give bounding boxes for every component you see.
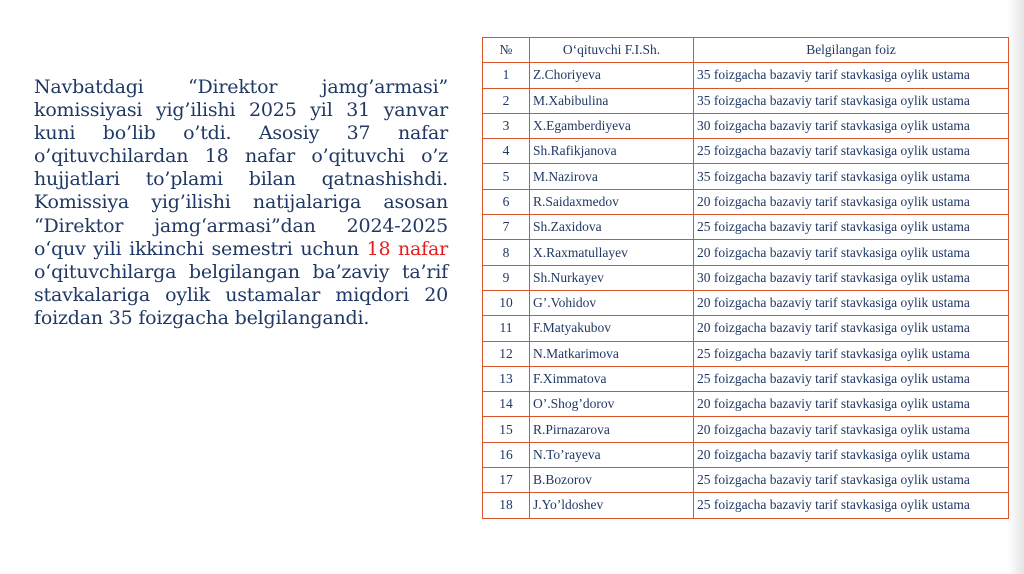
assigned-rate: 30 foizgacha bazaviy tarif stavkasiga oylik ustama xyxy=(694,265,1009,290)
assigned-rate: 20 foizgacha bazaviy tarif stavkasiga oylik ustama xyxy=(694,316,1009,341)
assigned-rate: 25 foizgacha bazaviy tarif stavkasiga oylik ustama xyxy=(694,139,1009,164)
highlighted-count: 18 nafar xyxy=(366,237,448,260)
teacher-name: Sh.Nurkayev xyxy=(530,265,694,290)
teacher-name: M.Xabibulina xyxy=(530,88,694,113)
header-assigned-percent: Belgilangan foiz xyxy=(694,38,1009,63)
assigned-rate: 20 foizgacha bazaviy tarif stavkasiga oylik ustama xyxy=(694,189,1009,214)
row-number: 5 xyxy=(483,164,530,189)
table-body xyxy=(483,63,1009,518)
assigned-rate: 25 foizgacha bazaviy tarif stavkasiga oylik ustama xyxy=(694,341,1009,366)
table-row xyxy=(483,215,1009,240)
assigned-rate: 25 foizgacha bazaviy tarif stavkasiga oylik ustama xyxy=(694,493,1009,518)
row-number: 16 xyxy=(483,442,530,467)
row-number: 17 xyxy=(483,468,530,493)
row-number: 1 xyxy=(483,63,530,88)
table-row xyxy=(483,316,1009,341)
table-row xyxy=(483,113,1009,138)
table-header-row xyxy=(483,38,1009,63)
table-row xyxy=(483,88,1009,113)
row-number: 2 xyxy=(483,88,530,113)
row-number: 14 xyxy=(483,392,530,417)
assigned-rate: 35 foizgacha bazaviy tarif stavkasiga oylik ustama xyxy=(694,164,1009,189)
teacher-name: N.Matkarimova xyxy=(530,341,694,366)
row-number: 12 xyxy=(483,341,530,366)
assigned-rate: 25 foizgacha bazaviy tarif stavkasiga oylik ustama xyxy=(694,468,1009,493)
table-row xyxy=(483,468,1009,493)
table-row xyxy=(483,493,1009,518)
table-row xyxy=(483,265,1009,290)
teachers-table xyxy=(482,37,1009,519)
teacher-name: B.Bozorov xyxy=(530,468,694,493)
row-number: 11 xyxy=(483,316,530,341)
row-number: 8 xyxy=(483,240,530,265)
row-number: 6 xyxy=(483,189,530,214)
table-row xyxy=(483,366,1009,391)
assigned-rate: 20 foizgacha bazaviy tarif stavkasiga oylik ustama xyxy=(694,417,1009,442)
table-row xyxy=(483,442,1009,467)
row-number: 10 xyxy=(483,290,530,315)
row-number: 7 xyxy=(483,215,530,240)
teacher-name: Sh.Rafikjanova xyxy=(530,139,694,164)
row-number: 3 xyxy=(483,113,530,138)
assigned-rate: 30 foizgacha bazaviy tarif stavkasiga oylik ustama xyxy=(694,113,1009,138)
slide-edge-shadow xyxy=(1008,0,1024,574)
teacher-name: Z.Choriyeva xyxy=(530,63,694,88)
paragraph-text-end: o‘qituvchilarga belgilangan ba’zaviy ta’rif stavkalariga oylik ustamalar miqdori 20 foizdan 35 foizgacha belgilangandi. xyxy=(34,260,448,329)
table-row xyxy=(483,189,1009,214)
teacher-name: R.Pirnazarova xyxy=(530,417,694,442)
row-number: 18 xyxy=(483,493,530,518)
assigned-rate: 25 foizgacha bazaviy tarif stavkasiga oylik ustama xyxy=(694,366,1009,391)
teacher-name: R.Saidaxmedov xyxy=(530,189,694,214)
header-number: № xyxy=(483,38,530,63)
table-row xyxy=(483,63,1009,88)
table-row xyxy=(483,139,1009,164)
table-row xyxy=(483,240,1009,265)
assigned-rate: 20 foizgacha bazaviy tarif stavkasiga oylik ustama xyxy=(694,240,1009,265)
paragraph-text-start: Navbatdagi “Direktor jamg’armasi” komissiyasi yig’ilishi 2025 yil 31 yanvar kuni bo’lib o’tdi. Asosiy 37 nafar o’qituvchilardan 18 nafar o’qituvchi o’z hujjatlari to’plami bilan qatnashishdi. Komissiya yig’ilishi natijalariga asosan “Direktor jamg‘armasi”dan 2024-2025 o‘quv yili ikkinchi semestri uchun xyxy=(34,76,448,260)
teacher-name: J.Yo’ldoshev xyxy=(530,493,694,518)
assigned-rate: 25 foizgacha bazaviy tarif stavkasiga oylik ustama xyxy=(694,215,1009,240)
row-number: 15 xyxy=(483,417,530,442)
teacher-name: X.Raxmatullayev xyxy=(530,240,694,265)
assigned-rate: 20 foizgacha bazaviy tarif stavkasiga oylik ustama xyxy=(694,442,1009,467)
assigned-rate: 35 foizgacha bazaviy tarif stavkasiga oylik ustama xyxy=(694,63,1009,88)
table-row xyxy=(483,341,1009,366)
teacher-name: F.Ximmatova xyxy=(530,366,694,391)
table-row xyxy=(483,417,1009,442)
teacher-name: Sh.Zaxidova xyxy=(530,215,694,240)
teacher-name: F.Matyakubov xyxy=(530,316,694,341)
row-number: 4 xyxy=(483,139,530,164)
header-teacher-name: O‘qituvchi F.I.Sh. xyxy=(530,38,694,63)
row-number: 13 xyxy=(483,366,530,391)
assigned-rate: 20 foizgacha bazaviy tarif stavkasiga oylik ustama xyxy=(694,290,1009,315)
teacher-name: G’.Vohidov xyxy=(530,290,694,315)
teacher-name: X.Egamberdiyeva xyxy=(530,113,694,138)
table-row xyxy=(483,164,1009,189)
teacher-name: O’.Shog’dorov xyxy=(530,392,694,417)
assigned-rate: 20 foizgacha bazaviy tarif stavkasiga oylik ustama xyxy=(694,392,1009,417)
teacher-name: N.To’rayeva xyxy=(530,442,694,467)
row-number: 9 xyxy=(483,265,530,290)
table-row xyxy=(483,290,1009,315)
table-row xyxy=(483,392,1009,417)
summary-paragraph xyxy=(34,76,448,330)
teacher-name: M.Nazirova xyxy=(530,164,694,189)
assigned-rate: 35 foizgacha bazaviy tarif stavkasiga oylik ustama xyxy=(694,88,1009,113)
